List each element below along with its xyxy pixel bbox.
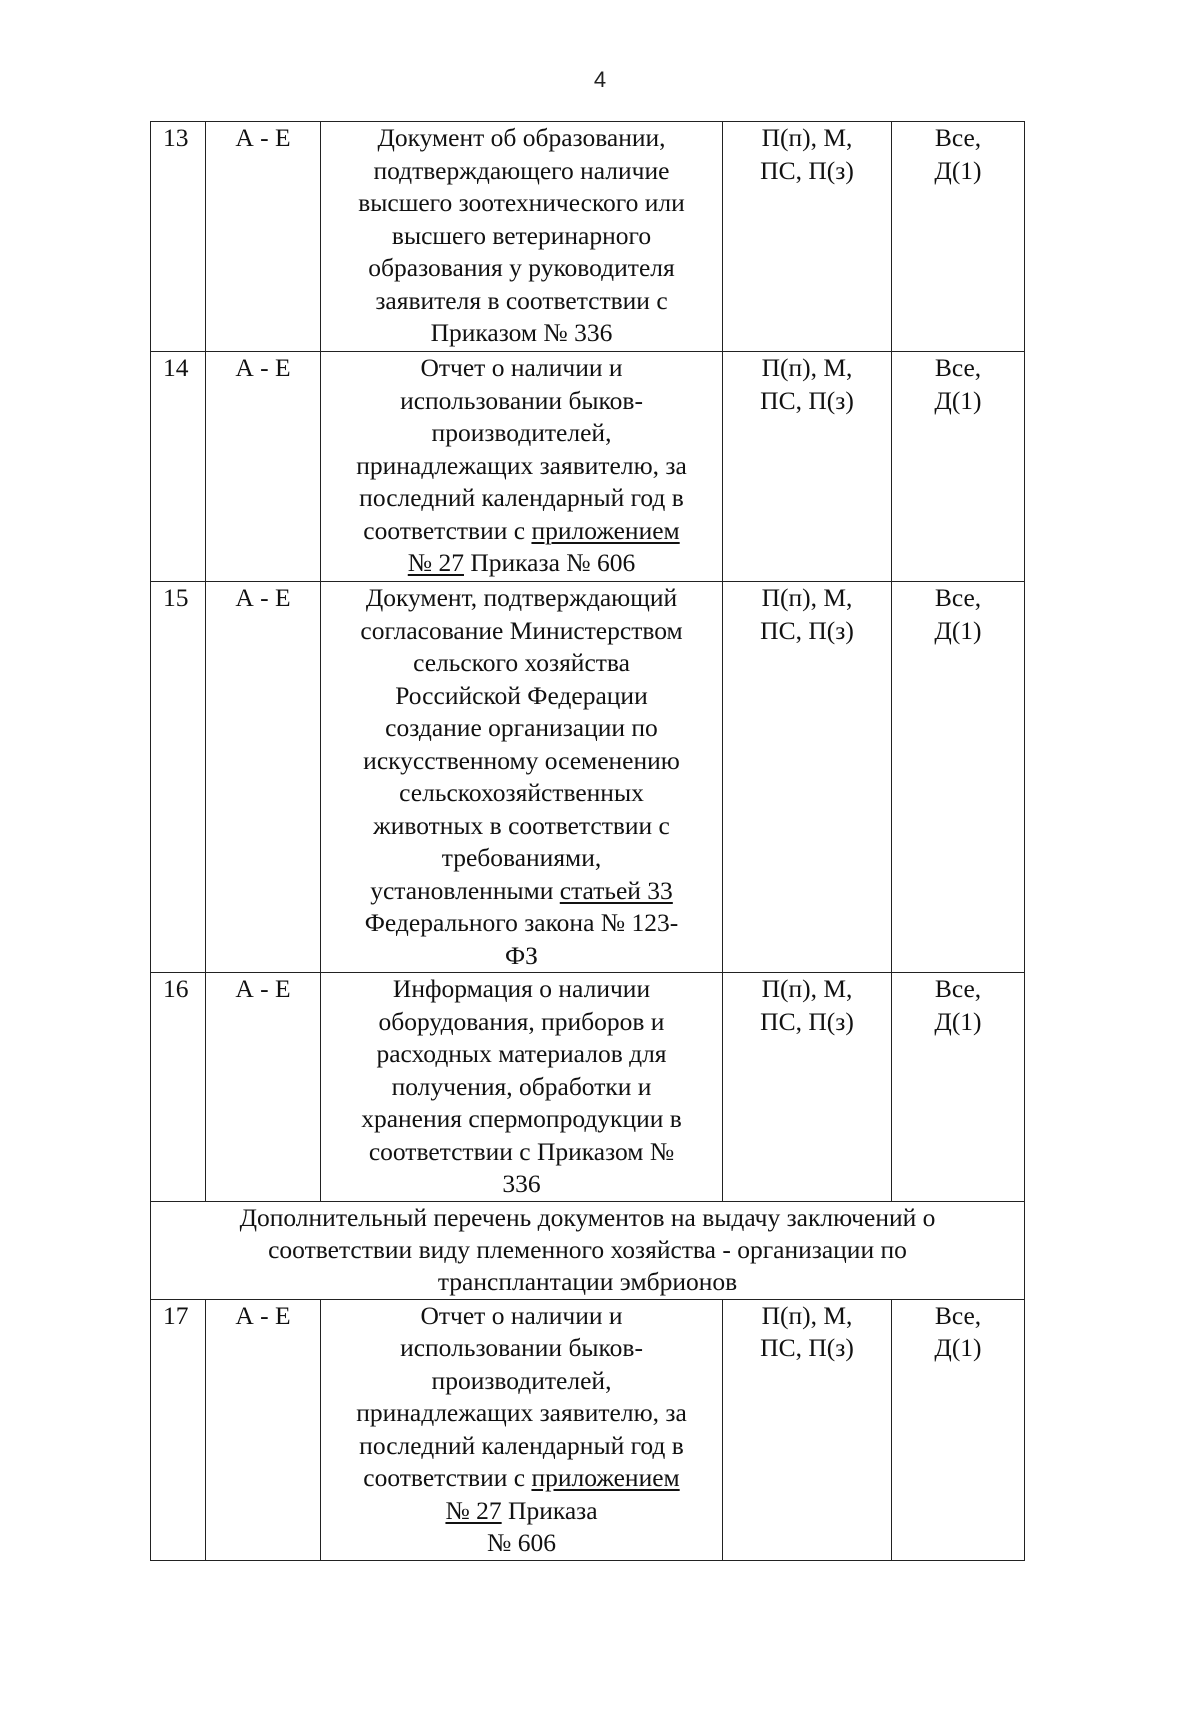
row-number: 16: [151, 973, 206, 1202]
table-row: [151, 973, 1025, 1202]
applicability: Все, Д(1): [892, 352, 1025, 582]
row-number: 13: [151, 122, 206, 352]
row-number: 15: [151, 582, 206, 973]
submission-form: П(п), М, ПС, П(з): [723, 122, 892, 352]
article-link[interactable]: статьей 33: [559, 875, 673, 905]
appendix-number-link[interactable]: № 27: [445, 1495, 502, 1525]
applicability: Все, Д(1): [892, 1299, 1025, 1560]
document-description: Отчет о наличии и использовании быков- производителей, принадлежащих заявителю, за последний календарный год в соответствии с приложением № 27 Приказа № 606: [321, 352, 723, 582]
appendix-link[interactable]: приложением: [531, 1463, 680, 1492]
document-description: Информация о наличии оборудования, приборов и расходных материалов для получения, обработки и хранения спермопродукции в соответствии с Приказом № 336: [321, 973, 723, 1202]
category-cell: А - Е: [206, 973, 321, 1202]
section-header-row: [151, 1201, 1025, 1299]
document-description: Документ, подтверждающий согласование Министерством сельского хозяйства Российской Федерации создание организации по искусственному осеменению сельскохозяйственных животных в соответствии с требованиями, установленными статьей 33 Федерального закона № 123- ФЗ: [321, 582, 723, 973]
submission-form: П(п), М, ПС, П(з): [723, 973, 892, 1202]
table-row: [151, 1299, 1025, 1560]
category-cell: А - Е: [206, 582, 321, 973]
row-number: 17: [151, 1299, 206, 1560]
document-description: Документ об образовании, подтверждающего наличие высшего зоотехнического или высшего ветеринарного образования у руководителя заявителя в соответствии с Приказом № 336: [321, 122, 723, 352]
category-cell: А - Е: [206, 352, 321, 582]
page-number: 4: [593, 67, 607, 92]
category-cell: А - Е: [206, 122, 321, 352]
table-row: [151, 352, 1025, 582]
submission-form: П(п), М, ПС, П(з): [723, 1299, 892, 1560]
row-number: 14: [151, 352, 206, 582]
appendix-link[interactable]: приложением: [531, 515, 680, 545]
applicability: Все, Д(1): [892, 122, 1025, 352]
table-row: [151, 582, 1025, 973]
documents-table: [150, 121, 1025, 1561]
submission-form: П(п), М, ПС, П(з): [723, 352, 892, 582]
table-row: [151, 122, 1025, 352]
applicability: Все, Д(1): [892, 973, 1025, 1202]
appendix-number-link[interactable]: № 27: [407, 548, 464, 577]
submission-form: П(п), М, ПС, П(з): [723, 582, 892, 973]
category-cell: А - Е: [206, 1299, 321, 1560]
applicability: Все, Д(1): [892, 582, 1025, 973]
section-header: Дополнительный перечень документов на выдачу заключений о соответствии виду племенного хозяйства - организации по трансплантации эмбрионов: [151, 1201, 1025, 1299]
document-description: Отчет о наличии и использовании быков- производителей, принадлежащих заявителю, за последний календарный год в соответствии с приложением № 27 Приказа № 606: [321, 1299, 723, 1560]
